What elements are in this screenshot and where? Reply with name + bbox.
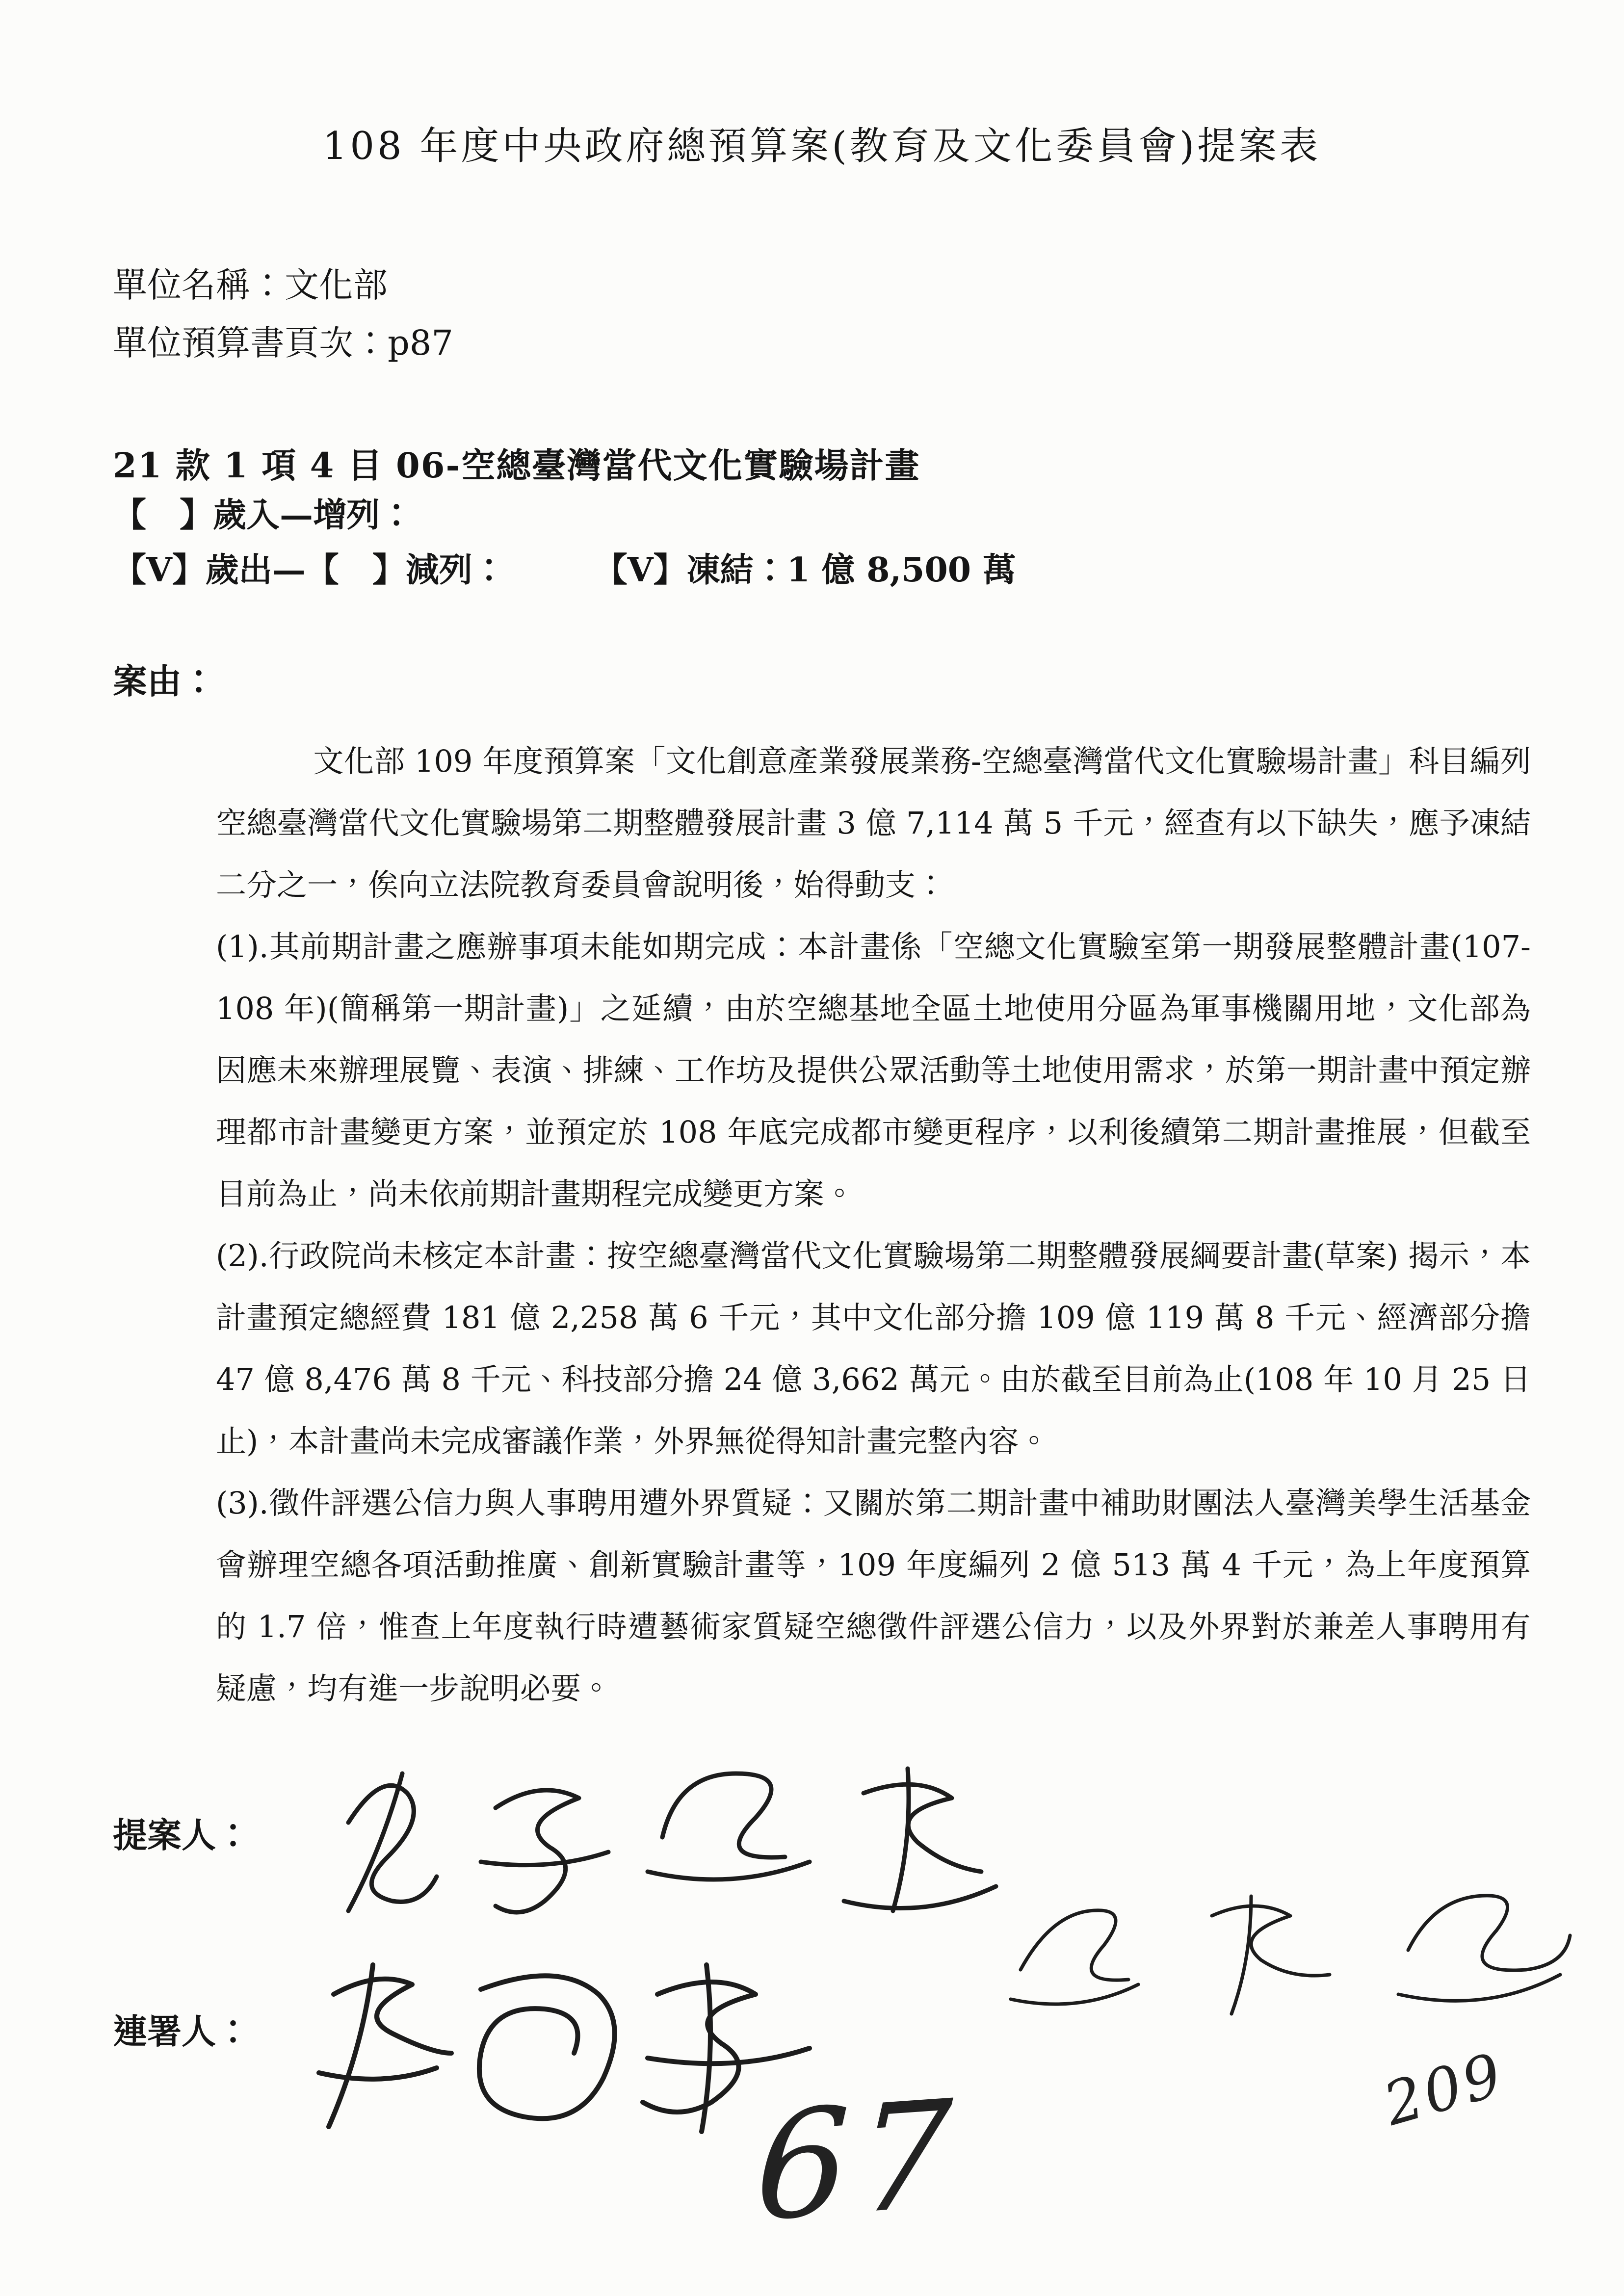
document-title: 108 年度中央政府總預算案(教育及文化委員會)提案表 bbox=[322, 124, 1321, 168]
paragraph-item-2: (2).行政院尚未核定本計畫：按空總臺灣當代文化實驗場第二期整體發展綱要計畫(草案) 揭示，本計畫預定總經費 181 億 2,258 萬 6 千元，其中文化部分擔 109 億 119 萬 8 千元、經濟部分擔 47 億 8,476 萬 8 千元、科技部分擔 24 億 3,662 萬元。由於截至目前為止(108 年 10 月 25 日止)，本計畫尚未完成審議作業，外界無從得知計畫完整內容。 bbox=[216, 1238, 1531, 1459]
option-freeze-amount: 【V】凍結：1 億 8,500 萬 bbox=[594, 550, 1016, 590]
option-revenue-line: 【 】歲入—增列： bbox=[113, 496, 414, 535]
paragraph-item-1: (1).其前期計畫之應辦事項未能如期完成：本計畫係「空總文化實驗室第一期發展整體計畫(107-108 年)(簡稱第一期計畫)」之延續，由於空總基地全區土地使用分區為軍事機關用地，文化部為因應未來辦理展覽、表演、排練、工作坊及提供公眾活動等土地使用需求，於第一期計畫中預定辦理都市計畫變更方案，並預定於 108 年底完成都市變更程序，以利後續第二期計畫推展，但截至目前為止，尚未依前期計畫期程完成變更方案。 bbox=[216, 929, 1531, 1212]
handwritten-page-number: 67 bbox=[753, 2067, 964, 2254]
paragraph-intro: 文化部 109 年度預算案「文化創意產業發展業務-空總臺灣當代文化實驗場計畫」科目編列空總臺灣當代文化實驗場第二期整體發展計畫 3 億 7,114 萬 5 千元，經查有以下缺失，應予凍結二分之一，俟向立法院教育委員會說明後，始得動支： bbox=[216, 743, 1531, 903]
option-expense-freeze-line bbox=[113, 543, 1531, 598]
case-reason-label: 案由： bbox=[113, 661, 216, 702]
cosigner-signature-2 bbox=[976, 1872, 1590, 2048]
unit-info-block bbox=[113, 256, 1531, 372]
unit-page-line: 單位預算書頁次：p87 bbox=[113, 323, 453, 363]
handwritten-corner-number: 209 bbox=[1376, 2040, 1512, 2139]
unit-name-line: 單位名稱：文化部 bbox=[113, 265, 388, 305]
proposer-signature bbox=[289, 1744, 1025, 1950]
option-expense-reduce: 【V】歲出—【 】減列： bbox=[113, 550, 506, 590]
cosigner-label: 連署人： bbox=[113, 2011, 250, 2052]
case-reason-body bbox=[216, 731, 1531, 1720]
proposer-label: 提案人： bbox=[113, 1815, 250, 1855]
paragraph-item-3: (3).徵件評選公信力與人事聘用遭外界質疑：又關於第二期計畫中補助財團法人臺灣美學生活基金會辦理空總各項活動推廣、創新實驗計畫等，109 年度編列 2 億 513 萬 4 千元，為上年度預算的 1.7 倍，惟查上年度執行時遭藝術家質疑空總徵件評選公信力，以及外界對於兼差人事聘用有疑慮，均有進一步說明必要。 bbox=[216, 1485, 1531, 1706]
budget-item-heading: 21 款 1 項 4 目 06-空總臺灣當代文化實驗場計畫 bbox=[113, 445, 920, 486]
